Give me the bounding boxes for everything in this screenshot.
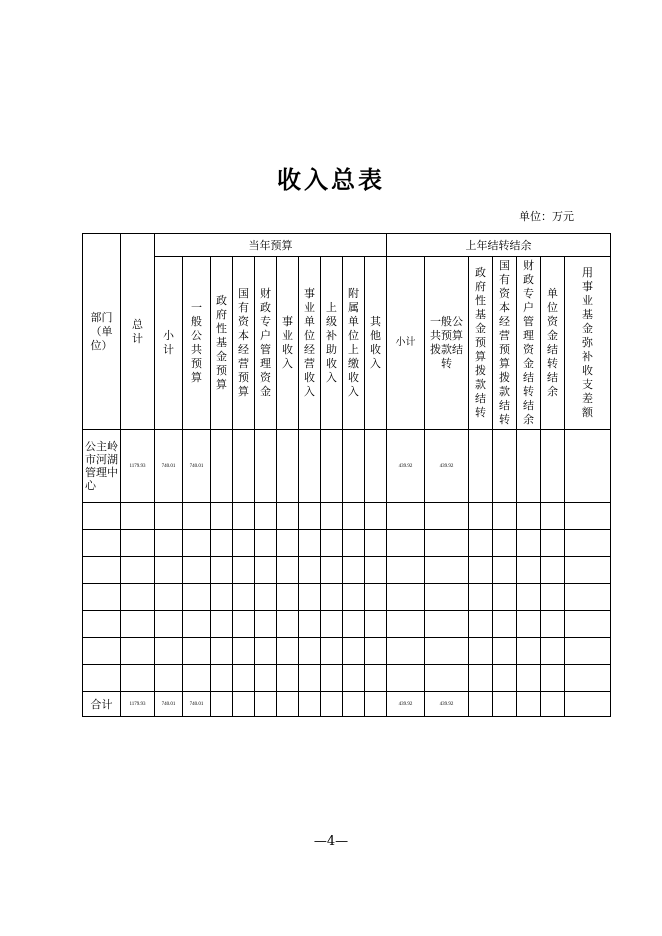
sum-row-cell-1: 740.01 (155, 692, 183, 717)
empty-cell (541, 503, 565, 530)
page-number: —4— (313, 834, 349, 849)
table-row-empty (83, 557, 611, 584)
empty-cell (541, 584, 565, 611)
sum-row-cell-11: 439.92 (387, 692, 425, 717)
empty-cell (155, 503, 183, 530)
empty-cell (255, 611, 277, 638)
empty-cell (277, 530, 299, 557)
empty-cell (83, 611, 121, 638)
header-carryover: 上年结转结余 (387, 234, 611, 257)
empty-cell (425, 611, 469, 638)
empty-cell (541, 638, 565, 665)
table-row-0-cell-3 (211, 430, 233, 503)
empty-cell (255, 638, 277, 665)
table-row-0-cell-16 (541, 430, 565, 503)
header-current-col-9: 其他收入 (365, 257, 387, 430)
empty-cell (255, 503, 277, 530)
empty-cell (387, 638, 425, 665)
table-row-0-cell-5 (255, 430, 277, 503)
header-carry-col-4: 财政专户管理资金结转结余 (517, 257, 541, 430)
empty-cell (121, 638, 155, 665)
empty-cell (565, 638, 611, 665)
empty-cell (425, 665, 469, 692)
table-row-empty (83, 530, 611, 557)
table-row-0-cell-1: 740.01 (155, 430, 183, 503)
empty-cell (493, 530, 517, 557)
empty-cell (233, 638, 255, 665)
empty-cell (183, 611, 211, 638)
sum-row-cell-16 (541, 692, 565, 717)
empty-cell (83, 530, 121, 557)
header-carry-col-3: 国有资本经营预算拨款结转 (493, 257, 517, 430)
sum-row-cell-3 (211, 692, 233, 717)
empty-cell (343, 665, 365, 692)
empty-cell (425, 638, 469, 665)
empty-cell (387, 557, 425, 584)
table-row-0-cell-12: 439.92 (425, 430, 469, 503)
table-row-empty (83, 638, 611, 665)
empty-cell (121, 557, 155, 584)
empty-cell (277, 503, 299, 530)
empty-cell (387, 503, 425, 530)
empty-cell (233, 665, 255, 692)
empty-cell (83, 638, 121, 665)
header-current-col-8: 附属单位上缴收入 (343, 257, 365, 430)
sum-row-cell-5 (255, 692, 277, 717)
empty-cell (387, 611, 425, 638)
empty-cell (387, 665, 425, 692)
sum-row-cell-15 (517, 692, 541, 717)
empty-cell (343, 530, 365, 557)
empty-cell (387, 530, 425, 557)
empty-cell (517, 503, 541, 530)
sum-row-cell-4 (233, 692, 255, 717)
page-title: 收入总表 (277, 166, 385, 194)
table-row-empty (83, 665, 611, 692)
empty-cell (211, 584, 233, 611)
table-row-empty (83, 611, 611, 638)
empty-cell (493, 638, 517, 665)
empty-cell (425, 584, 469, 611)
empty-cell (299, 557, 321, 584)
empty-cell (541, 530, 565, 557)
sum-row-cell-17 (565, 692, 611, 717)
empty-cell (183, 584, 211, 611)
empty-cell (469, 503, 493, 530)
empty-cell (321, 503, 343, 530)
empty-cell (517, 530, 541, 557)
empty-cell (121, 665, 155, 692)
header-carry-col-6: 用事业基金弥补收支差额 (565, 257, 611, 430)
empty-cell (365, 557, 387, 584)
empty-cell (469, 530, 493, 557)
empty-cell (211, 530, 233, 557)
empty-cell (493, 665, 517, 692)
empty-cell (469, 557, 493, 584)
empty-cell (493, 557, 517, 584)
header-current-col-5: 事业收入 (277, 257, 299, 430)
empty-cell (233, 530, 255, 557)
empty-cell (183, 638, 211, 665)
empty-cell (299, 503, 321, 530)
empty-cell (233, 557, 255, 584)
header-current-col-6: 事业单位经营收入 (299, 257, 321, 430)
empty-cell (255, 584, 277, 611)
empty-cell (517, 638, 541, 665)
header-carry-col-2: 政府性基金预算拨款结转 (469, 257, 493, 430)
empty-cell (343, 503, 365, 530)
empty-cell (255, 557, 277, 584)
empty-cell (255, 665, 277, 692)
header-total: 总计 (121, 234, 155, 430)
empty-cell (565, 557, 611, 584)
header-current-col-2: 政府性基金预算 (211, 257, 233, 430)
header-current-col-3: 国有资本经营预算 (233, 257, 255, 430)
empty-cell (541, 557, 565, 584)
empty-cell (425, 557, 469, 584)
table-row-empty (83, 503, 611, 530)
empty-cell (493, 611, 517, 638)
empty-cell (211, 557, 233, 584)
header-current-budget: 当年预算 (155, 234, 387, 257)
empty-cell (299, 611, 321, 638)
empty-cell (155, 665, 183, 692)
sum-row-cell-0: 1179.93 (121, 692, 155, 717)
empty-cell (155, 638, 183, 665)
empty-cell (277, 584, 299, 611)
empty-cell (233, 503, 255, 530)
sum-row-cell-13 (469, 692, 493, 717)
empty-cell (517, 557, 541, 584)
empty-cell (387, 584, 425, 611)
empty-cell (155, 584, 183, 611)
empty-cell (425, 530, 469, 557)
table-row-0-cell-10 (365, 430, 387, 503)
empty-cell (565, 584, 611, 611)
table-row-0-cell-7 (299, 430, 321, 503)
empty-cell (365, 638, 387, 665)
empty-cell (277, 611, 299, 638)
empty-cell (343, 638, 365, 665)
table-row-0-cell-2: 740.01 (183, 430, 211, 503)
sum-row-cell-14 (493, 692, 517, 717)
empty-cell (469, 584, 493, 611)
empty-cell (233, 611, 255, 638)
empty-cell (211, 665, 233, 692)
unit-label: 单位：万元 (519, 210, 574, 223)
empty-cell (83, 584, 121, 611)
table-row-0-name: 公主岭市河湖管理中心 (83, 430, 121, 503)
header-carry-col-1: 一般公共预算拨款结转 (425, 257, 469, 430)
table-row-0-cell-15 (517, 430, 541, 503)
empty-cell (493, 503, 517, 530)
empty-cell (299, 584, 321, 611)
income-summary-table (82, 233, 611, 717)
empty-cell (299, 665, 321, 692)
empty-cell (365, 665, 387, 692)
empty-cell (155, 530, 183, 557)
empty-cell (321, 584, 343, 611)
empty-cell (277, 665, 299, 692)
sum-row-cell-6 (277, 692, 299, 717)
empty-cell (83, 665, 121, 692)
empty-cell (541, 611, 565, 638)
sum-row-cell-2: 740.01 (183, 692, 211, 717)
empty-cell (255, 530, 277, 557)
empty-cell (365, 584, 387, 611)
table-row-0-cell-11: 439.92 (387, 430, 425, 503)
table-row-0-cell-6 (277, 430, 299, 503)
sum-row-name: 合计 (83, 692, 121, 717)
empty-cell (469, 638, 493, 665)
empty-cell (469, 665, 493, 692)
sum-row-cell-10 (365, 692, 387, 717)
table-row-0-cell-8 (321, 430, 343, 503)
empty-cell (365, 611, 387, 638)
header-carry-col-5: 单位资金结转结余 (541, 257, 565, 430)
table-row-0-cell-17 (565, 430, 611, 503)
table-row-0-cell-13 (469, 430, 493, 503)
empty-cell (83, 503, 121, 530)
empty-cell (121, 584, 155, 611)
header-current-col-0: 小计 (155, 257, 183, 430)
empty-cell (321, 665, 343, 692)
sum-row-cell-7 (299, 692, 321, 717)
empty-cell (365, 503, 387, 530)
empty-cell (211, 611, 233, 638)
empty-cell (343, 584, 365, 611)
table-row-0-cell-14 (493, 430, 517, 503)
empty-cell (517, 584, 541, 611)
empty-cell (121, 530, 155, 557)
empty-cell (343, 557, 365, 584)
empty-cell (517, 665, 541, 692)
table-row-empty (83, 584, 611, 611)
empty-cell (183, 530, 211, 557)
empty-cell (321, 557, 343, 584)
empty-cell (121, 503, 155, 530)
empty-cell (517, 611, 541, 638)
empty-cell (299, 530, 321, 557)
empty-cell (83, 557, 121, 584)
table-row-0-cell-0: 1179.93 (121, 430, 155, 503)
table-row-0-cell-9 (343, 430, 365, 503)
sum-row-cell-8 (321, 692, 343, 717)
header-carry-col-0: 小计 (387, 257, 425, 430)
empty-cell (211, 638, 233, 665)
sum-row-cell-12: 439.92 (425, 692, 469, 717)
empty-cell (121, 611, 155, 638)
empty-cell (321, 638, 343, 665)
empty-cell (365, 530, 387, 557)
empty-cell (155, 557, 183, 584)
header-current-col-7: 上级补助收入 (321, 257, 343, 430)
empty-cell (321, 530, 343, 557)
sum-row-cell-9 (343, 692, 365, 717)
empty-cell (425, 503, 469, 530)
empty-cell (469, 611, 493, 638)
empty-cell (321, 611, 343, 638)
header-current-col-4: 财政专户管理资金 (255, 257, 277, 430)
empty-cell (277, 638, 299, 665)
empty-cell (493, 584, 517, 611)
empty-cell (183, 665, 211, 692)
empty-cell (565, 530, 611, 557)
empty-cell (183, 557, 211, 584)
empty-cell (277, 557, 299, 584)
empty-cell (299, 638, 321, 665)
empty-cell (565, 611, 611, 638)
header-dept: 部门（单位） (83, 234, 121, 430)
header-current-col-1: 一般公共预算 (183, 257, 211, 430)
empty-cell (565, 665, 611, 692)
empty-cell (233, 584, 255, 611)
empty-cell (155, 611, 183, 638)
empty-cell (541, 665, 565, 692)
empty-cell (565, 503, 611, 530)
empty-cell (211, 503, 233, 530)
table-row-0-cell-4 (233, 430, 255, 503)
empty-cell (343, 611, 365, 638)
empty-cell (183, 503, 211, 530)
